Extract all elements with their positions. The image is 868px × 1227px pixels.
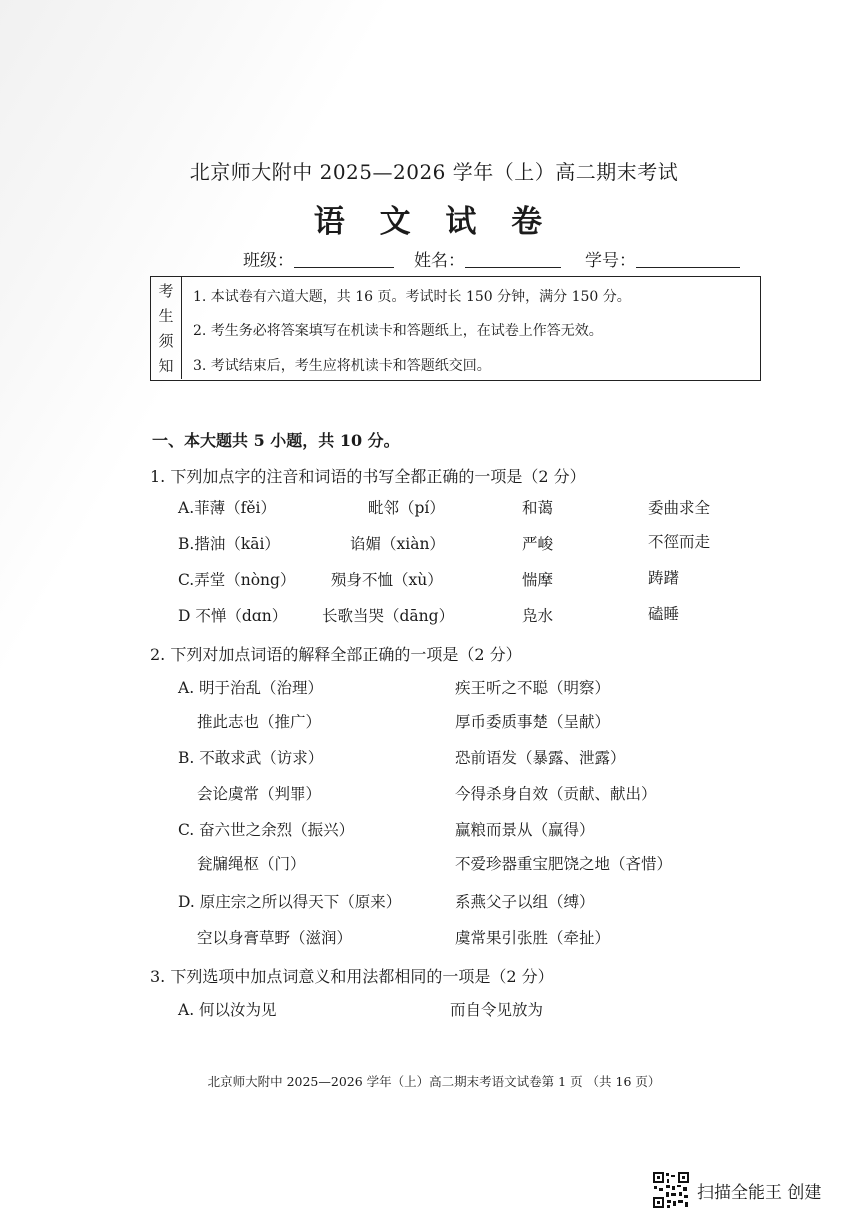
notice-item: 2. 考生务必将答案填写在机读卡和答题纸上，在试卷上作答无效。 xyxy=(193,323,603,339)
q1-option-b-word1 xyxy=(178,532,280,554)
q2-option-a-right: 疾王听之不聪（明察） xyxy=(455,679,611,697)
q2-option-c-right-2: 不爱珍器重宝肥饶之地（吝惜） xyxy=(455,855,673,873)
school-title: 北京师大附中 2025—2026 学年（上）高二期末考试 xyxy=(189,160,679,184)
q2-option-a-left: A. 明于治乱（治理） xyxy=(178,679,324,697)
notice-label-char: 生 xyxy=(158,307,174,325)
q1-option-c-word3: 惴摩 xyxy=(522,571,554,589)
q1-option-a-word4: 委曲求全 xyxy=(648,499,711,517)
q2-option-c-right: 赢粮而景从（赢得） xyxy=(455,821,595,839)
option-letter: A. xyxy=(178,499,195,517)
q2-option-b-left-2: 会论虞常（判罪） xyxy=(197,785,322,803)
q2-option-a-right-2: 厚币委质事楚（呈献） xyxy=(455,713,611,731)
q1-option-c-word2: 殒身不恤（xù） xyxy=(331,571,443,589)
name-blank xyxy=(465,251,561,268)
question-3-stem: 3. 下列选项中加点词意义和用法都相同的一项是（2 分） xyxy=(150,967,554,986)
q3-option-a-left: A. 何以汝为见 xyxy=(178,1001,277,1019)
option-letter: D xyxy=(178,607,191,625)
q2-option-c-left: C. 奋六世之余烈（振兴） xyxy=(178,821,355,839)
name-field xyxy=(414,246,561,271)
option-text: 菲薄（fěi） xyxy=(194,499,276,517)
q1-option-c-word4: 踌躇 xyxy=(648,569,680,587)
q1-option-b-word4: 不徑而走 xyxy=(648,533,711,551)
q2-option-a-left-2: 推此志也（推广） xyxy=(197,713,322,731)
q2-option-d-left: D. 原庄宗之所以得天下（原来） xyxy=(178,893,402,911)
class-field xyxy=(243,246,394,271)
id-label: 学号： xyxy=(585,251,636,271)
name-label: 姓名： xyxy=(414,251,465,271)
question-2-stem: 2. 下列对加点词语的解释全部正确的一项是（2 分） xyxy=(150,645,522,664)
notice-label-char: 须 xyxy=(158,332,174,350)
exam-title: 语 文 试 卷 xyxy=(313,204,555,240)
class-blank xyxy=(294,251,394,268)
notice-label-char: 考 xyxy=(158,282,174,300)
question-1-stem: 1. 下列加点字的注音和词语的书写全都正确的一项是（2 分） xyxy=(150,467,586,486)
section-heading: 一、本大题共 5 小题，共 10 分。 xyxy=(152,431,400,450)
q2-option-b-right-2: 今得杀身自效（贡献、献出） xyxy=(455,785,657,803)
option-text: 不惮（dɑn） xyxy=(195,607,288,625)
exam-notice-box xyxy=(150,276,761,381)
q1-option-d-word2: 长歌当哭（dāng） xyxy=(322,607,455,625)
q1-option-b-word2: 谄媚（xiàn） xyxy=(350,535,445,553)
id-field xyxy=(585,246,740,271)
option-text: 弄堂（nòng） xyxy=(194,571,296,589)
notice-label-char: 知 xyxy=(158,357,174,375)
page-footer: 北京师大附中 2025—2026 学年（上）高二期末考语文试卷第 1 页 （共 16 页） xyxy=(207,1074,661,1089)
q1-option-d-word3: 凫水 xyxy=(522,607,554,625)
qr-code-icon xyxy=(652,1171,690,1209)
notice-item: 1. 本试卷有六道大题，共 16 页。考试时长 150 分钟，满分 150 分。 xyxy=(193,289,631,305)
q1-option-c-word1 xyxy=(178,568,295,590)
q1-option-b-word3: 严峻 xyxy=(522,535,554,553)
q2-option-c-left-2: 瓮牖绳枢（门） xyxy=(197,855,306,873)
q1-option-a-word1 xyxy=(178,496,276,518)
class-label: 班级： xyxy=(243,251,294,271)
camscanner-text: 扫描全能王 创建 xyxy=(697,1182,822,1203)
q1-option-d-word4: 磕睡 xyxy=(648,605,680,623)
option-letter: C. xyxy=(178,571,195,589)
q3-option-a-right: 而自令见放为 xyxy=(450,1001,544,1019)
q2-option-d-right: 系燕父子以组（缚） xyxy=(455,893,595,911)
q2-option-d-right-2: 虞常果引张胜（牵扯） xyxy=(455,929,611,947)
option-text: 揩油（kāi） xyxy=(194,535,280,553)
camscanner-badge xyxy=(652,1170,821,1210)
option-letter: B. xyxy=(178,535,195,553)
q1-option-a-word3: 和蔼 xyxy=(522,499,554,517)
q1-option-d-word1 xyxy=(178,604,287,626)
q2-option-d-left-2: 空以身膏草野（滋润） xyxy=(197,929,353,947)
q2-option-b-left: B. 不敢求武（访求） xyxy=(178,749,324,767)
q2-option-b-right: 恐前语发（暴露、泄露） xyxy=(455,749,626,767)
notice-item: 3. 考试结束后，考生应将机读卡和答题纸交回。 xyxy=(193,358,491,374)
q1-option-a-word2: 毗邻（pí） xyxy=(368,499,445,517)
notice-label xyxy=(151,277,182,379)
id-blank xyxy=(636,251,740,268)
